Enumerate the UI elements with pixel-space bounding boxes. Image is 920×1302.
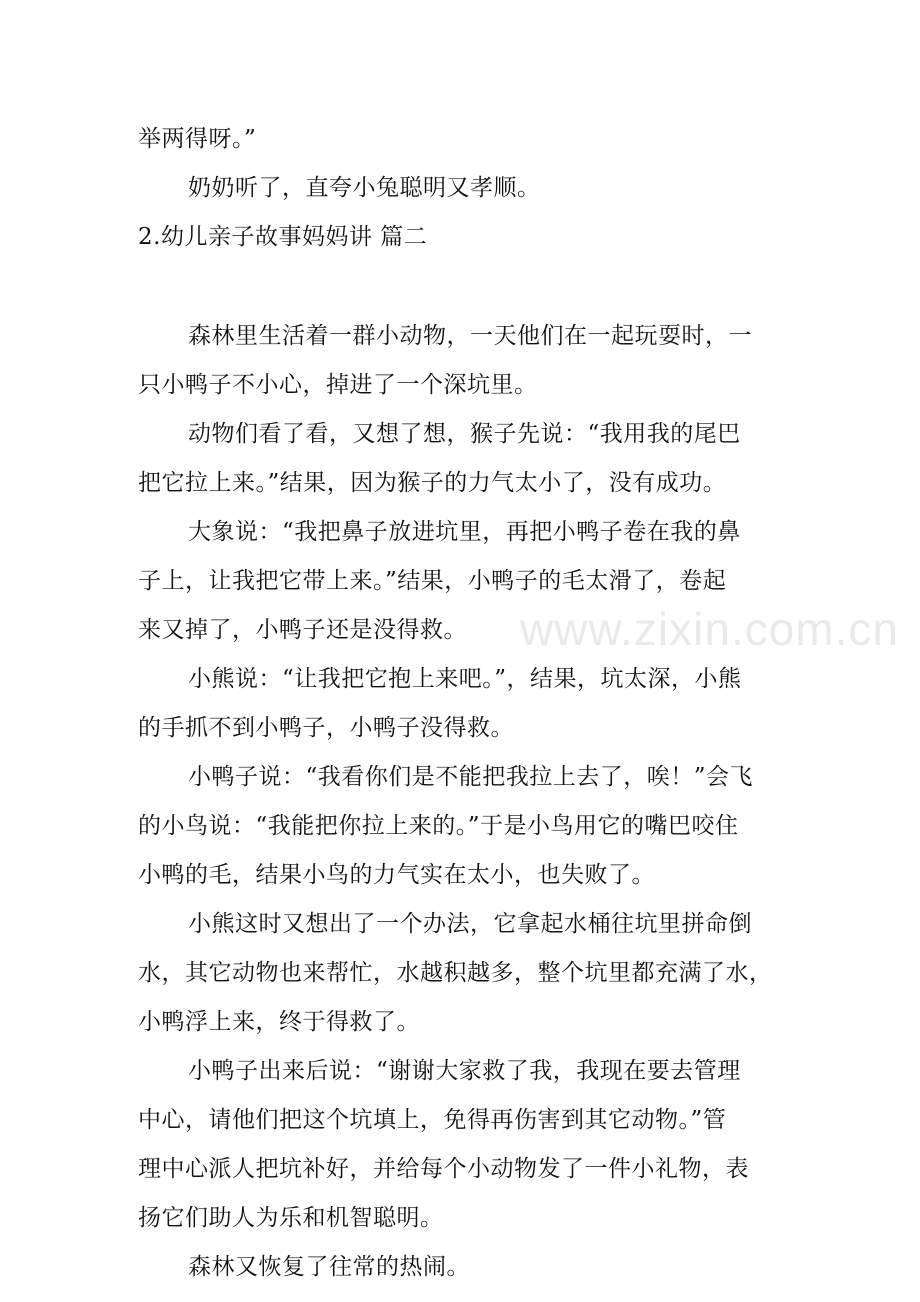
text-line: 的手抓不到小鸭子，小鸭子没得救。: [138, 715, 514, 741]
text-line: 扬它们助人为乐和机智聪明。: [138, 1205, 444, 1231]
text-line: 理中心派人把坑补好，并给每个小动物发了一件小礼物，表: [138, 1156, 749, 1182]
text-line: 只小鸭子不小心，掉进了一个深坑里。: [138, 372, 538, 398]
section-heading: 2.幼儿亲子故事妈妈讲 篇二: [138, 224, 428, 250]
story-paragraphs: [138, 312, 784, 1292]
text-line: 子上，让我把它带上来。”结果，小鸭子的毛太滑了，卷起: [138, 568, 727, 594]
text-line: 来又掉了，小鸭子还是没得救。: [138, 617, 467, 643]
text-line: 森林又恢复了往常的热闹。: [188, 1254, 470, 1280]
watermark: www.zixin.com.cn: [520, 603, 899, 655]
text-line: 大象说：“我把鼻子放进坑里，再把小鸭子卷在我的鼻: [188, 519, 741, 545]
text-line: 小鸭浮上来，终于得救了。: [138, 1009, 420, 1035]
text-line: 小鸭子说：“我看你们是不能把我拉上去了，唉！”会飞: [188, 764, 754, 790]
text-line: 把它拉上来。”结果，因为猴子的力气太小了，没有成功。: [138, 470, 727, 496]
text-line: 小熊这时又想出了一个办法，它拿起水桶往坑里拼命倒: [188, 911, 752, 937]
text-line: 小鸭子出来后说：“谢谢大家救了我，我现在要去管理: [188, 1058, 741, 1084]
text-line: 的小鸟说：“我能把你拉上来的。”于是小鸟用它的嘴巴咬住: [138, 813, 739, 839]
text-line: 小熊说：“让我把它抱上来吧。”，结果，坑太深，小熊: [188, 666, 742, 692]
text-line: 水，其它动物也来帮忙，水越积越多，整个坑里都充满了水，: [138, 960, 773, 986]
text-line: 森林里生活着一群小动物，一天他们在一起玩耍时，一: [188, 323, 752, 349]
text-line: 动物们看了看，又想了想，猴子先说：“我用我的尾巴: [188, 421, 741, 447]
text-line: 小鸭的毛，结果小鸟的力气实在太小，也失败了。: [138, 862, 655, 888]
text-line: 奶奶听了，直夸小兔聪明又孝顺。: [188, 175, 541, 201]
text-line: 举两得呀。”: [138, 126, 257, 152]
text-line: 中心，请他们把这个坑填上，免得再伤害到其它动物。”管: [138, 1107, 727, 1133]
paragraph-gap: [138, 262, 784, 312]
document-body: [138, 115, 784, 1292]
